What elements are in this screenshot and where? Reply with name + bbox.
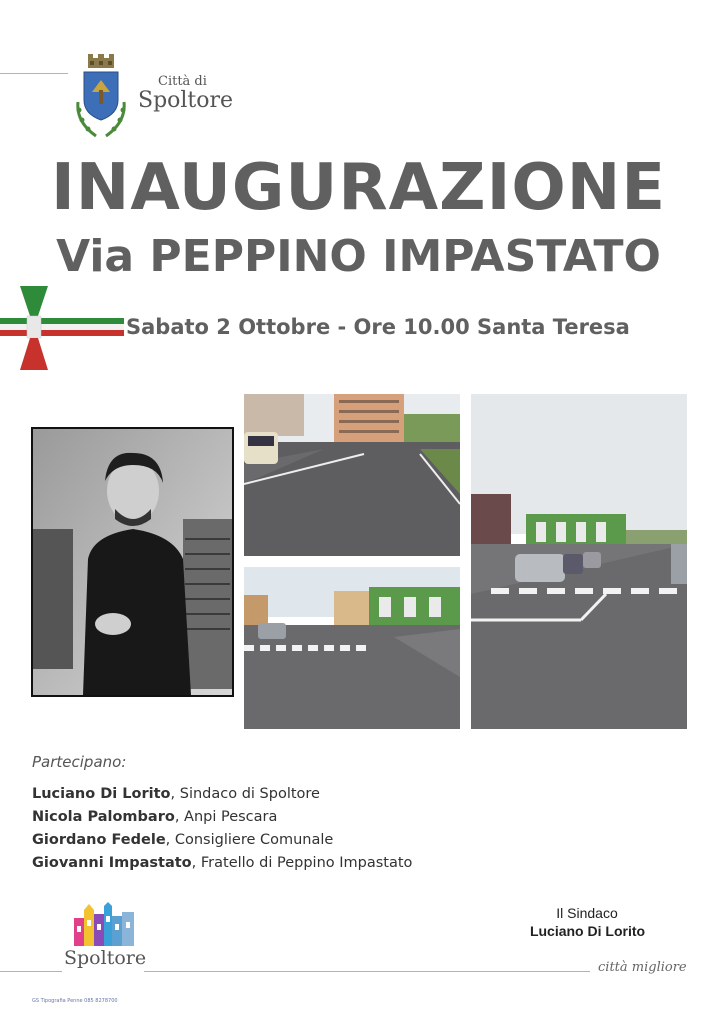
city-prefix: Città di xyxy=(158,74,207,89)
spoltore-logo-icon xyxy=(72,902,136,948)
portrait-photo xyxy=(31,427,234,697)
participant-name: Nicola Palombaro xyxy=(32,809,175,825)
street-photo-1 xyxy=(244,394,460,556)
participant-role: , Consigliere Comunale xyxy=(165,832,334,848)
tricolor-ribbon-icon xyxy=(0,284,124,374)
participant-name: Giovanni Impastato xyxy=(32,855,192,871)
participants-heading: Partecipano: xyxy=(32,753,127,771)
participant-name: Luciano Di Lorito xyxy=(32,786,171,802)
printer-credit: GS Tipografia Penne 085 8278700 xyxy=(32,998,118,1004)
footer-slogan: città migliore xyxy=(598,960,687,975)
street-photo-3 xyxy=(471,394,687,729)
signature-name: Luciano Di Lorito xyxy=(529,923,646,939)
street-photo-2 xyxy=(244,567,460,729)
signature-role: Il Sindaco xyxy=(556,905,618,921)
list-item xyxy=(32,783,412,806)
list-item xyxy=(32,829,412,852)
list-item xyxy=(32,852,412,875)
participant-role: , Fratello di Peppino Impastato xyxy=(191,855,413,871)
list-item xyxy=(32,806,412,829)
participant-role: , Anpi Pescara xyxy=(174,809,278,825)
participant-name: Giordano Fedele xyxy=(32,832,166,848)
participants-list xyxy=(32,783,412,875)
header-line-left xyxy=(0,73,68,74)
participant-role: , Sindaco di Spoltore xyxy=(170,786,320,802)
event-details: Sabato 2 Ottobre - Ore 10.00 Santa Teresa xyxy=(126,315,630,339)
footer-line-left xyxy=(0,971,62,972)
page-title: INAUGURAZIONE xyxy=(50,151,667,225)
city-crest-icon xyxy=(68,52,134,142)
city-name: Spoltore xyxy=(138,88,234,113)
footer-line-right xyxy=(144,971,590,972)
page-subtitle: Via PEPPINO IMPASTATO xyxy=(56,231,661,282)
footer-logo-text: Spoltore xyxy=(64,947,147,969)
